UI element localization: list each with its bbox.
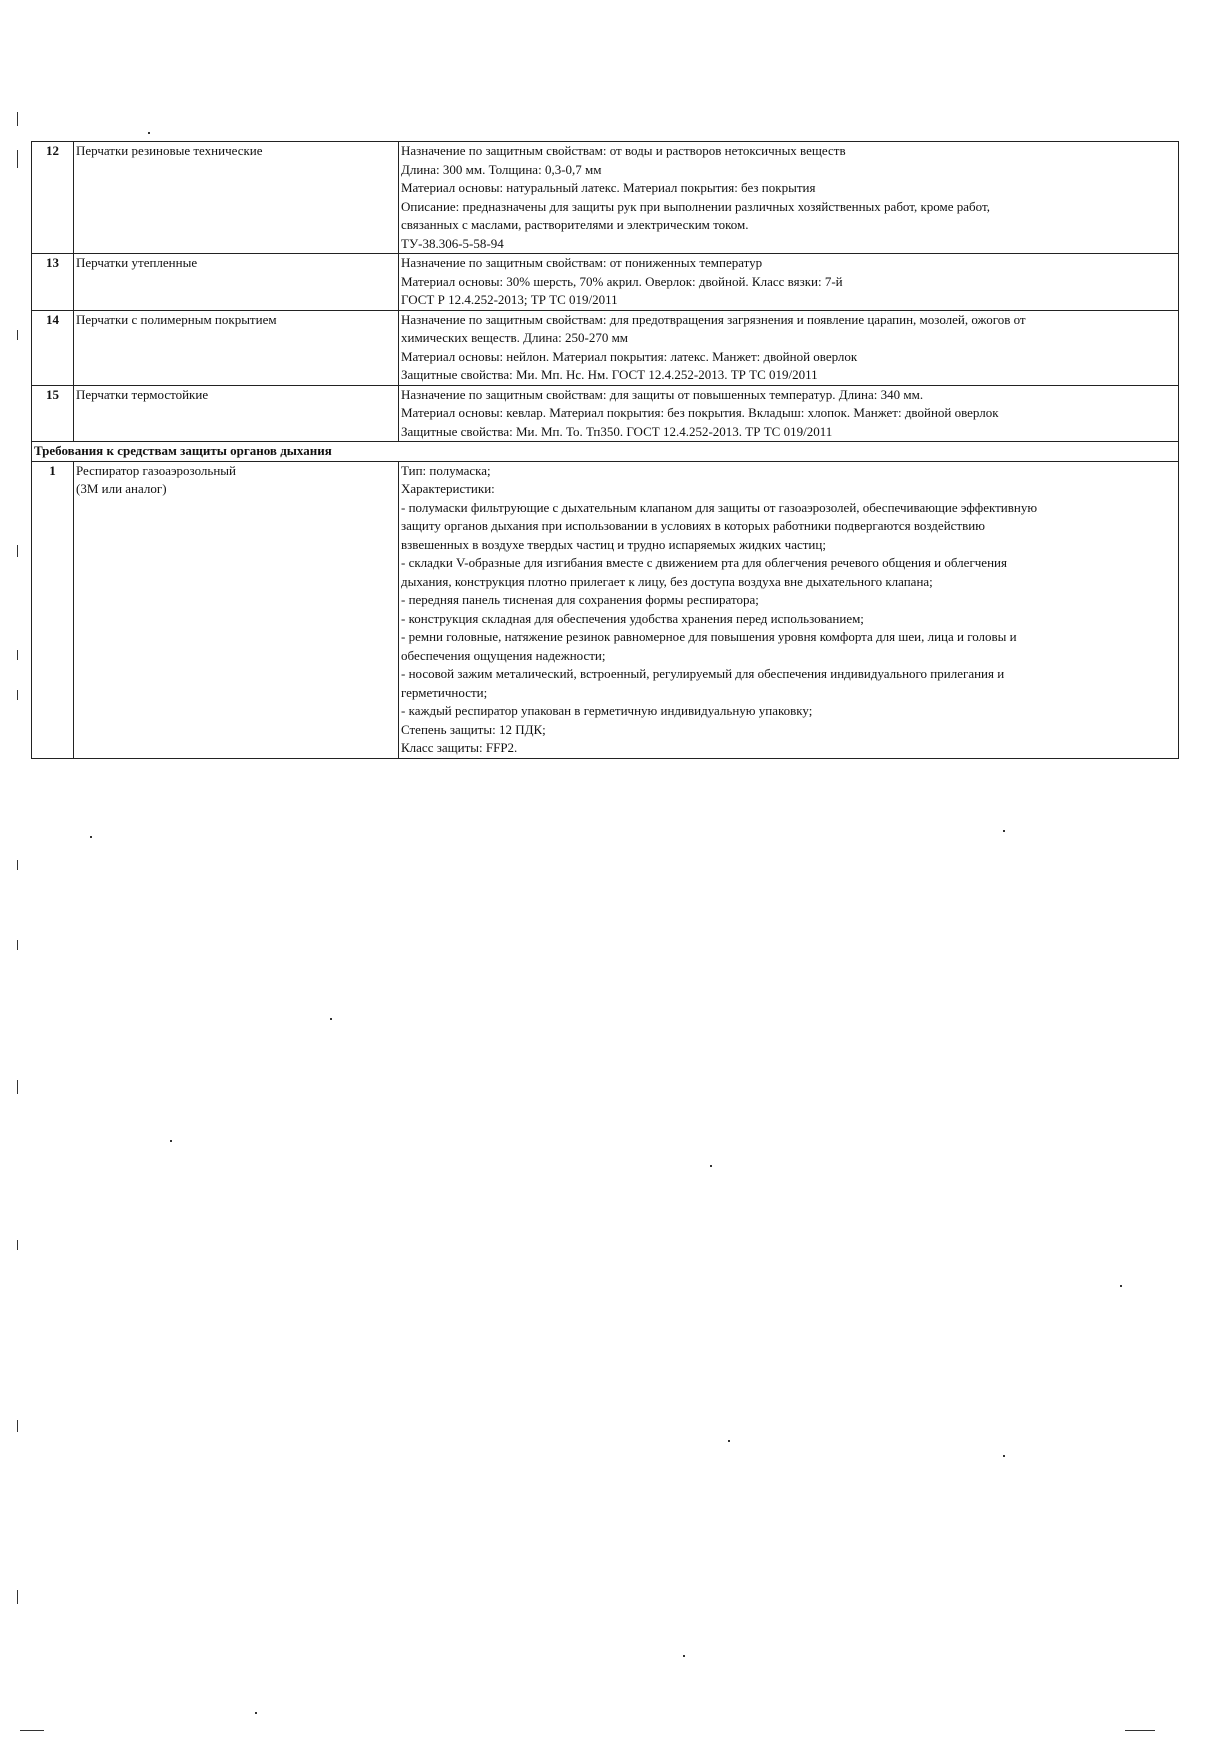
- scan-speck: [17, 940, 18, 950]
- row-number: 13: [32, 254, 74, 311]
- description-line: Назначение по защитным свойствам: для защиты от повышенных температур. Длина: 340 мм.: [401, 386, 924, 402]
- description-line: Тип: полумаска;: [401, 462, 491, 478]
- description-line: Характеристики:: [401, 481, 495, 496]
- row-number: 15: [32, 385, 74, 442]
- item-name: [74, 254, 399, 311]
- description-line: Описание: предназначены для защиты рук при выполнении различных хозяйственных работ, кроме работ,: [401, 198, 990, 214]
- description-line: Материал основы: натуральный латекс. Материал покрытия: без покрытия: [401, 180, 816, 195]
- table-row: [32, 142, 1179, 254]
- item-name: [74, 310, 399, 385]
- scan-speck: [683, 1655, 685, 1657]
- item-name-line: Перчатки утепленные: [76, 255, 198, 270]
- description-line: Назначение по защитным свойствам: от воды и растворов нетоксичных веществ: [401, 143, 846, 158]
- scan-speck: [17, 1420, 18, 1432]
- description-line: герметичности;: [401, 684, 488, 700]
- scan-speck: [17, 690, 18, 700]
- scan-speck: [90, 836, 92, 838]
- description-line: Защитные свойства: Ми. Мп. То. Тп350. ГОСТ 12.4.252-2013. ТР ТС 019/2011: [401, 423, 833, 439]
- description-line: - складки V-образные для изгибания вместе с движением рта для облегчения речевого общения и облегчения: [401, 555, 1007, 570]
- item-name: [74, 385, 399, 442]
- scan-speck: [710, 1165, 712, 1167]
- scan-speck: [728, 1440, 730, 1442]
- description-line: - передняя панель тисненая для сохранения формы респиратора;: [401, 592, 759, 607]
- description-line: - полумаски фильтрующие с дыхательным клапаном для защиты от газоаэрозолей, обеспечивающие эффективную: [401, 499, 1038, 515]
- scan-speck: [1003, 830, 1005, 832]
- scan-speck: [148, 132, 150, 134]
- item-name: [74, 142, 399, 254]
- item-name-line: Перчатки термостойкие: [76, 386, 209, 402]
- table-row: [32, 254, 1179, 311]
- item-description: [399, 254, 1179, 311]
- table-row: [32, 461, 1179, 758]
- item-description: [399, 310, 1179, 385]
- item-name-line: (3М или аналог): [76, 481, 167, 496]
- scan-speck: [17, 1080, 18, 1094]
- description-line: Материал основы: 30% шерсть, 70% акрил. Оверлок: двойной. Класс вязки: 7-й: [401, 273, 843, 289]
- scan-speck: [17, 112, 18, 126]
- description-line: обеспечения ощущения надежности;: [401, 647, 606, 663]
- row-number: 1: [32, 461, 74, 758]
- description-line: защиту органов дыхания при использовании в условиях в которых работники подвергаются воздействию: [401, 518, 985, 533]
- description-line: взвешенных в воздухе твердых частиц и трудно испаряемых жидких частиц;: [401, 536, 826, 552]
- table-row: [32, 310, 1179, 385]
- row-number: 12: [32, 142, 74, 254]
- scan-speck: [17, 1240, 18, 1250]
- scan-speck: [170, 1140, 172, 1142]
- scan-speck: [17, 860, 18, 870]
- description-line: - конструкция складная для обеспечения удобства хранения перед использованием;: [401, 610, 864, 626]
- description-line: - каждый респиратор упакован в герметичную индивидуальную упаковку;: [401, 703, 813, 718]
- section-title: Требования к средствам защиты органов дыхания: [32, 442, 1179, 462]
- description-line: ТУ-38.306-5-58-94: [401, 235, 504, 251]
- item-name-line: Перчатки резиновые технические: [76, 143, 263, 158]
- scan-speck: [17, 545, 18, 557]
- row-number: 14: [32, 310, 74, 385]
- description-line: Длина: 300 мм. Толщина: 0,3-0,7 мм: [401, 161, 602, 177]
- scan-speck: [330, 1018, 332, 1020]
- description-line: Защитные свойства: Ми. Мп. Нс. Нм. ГОСТ 12.4.252-2013. ТР ТС 019/2011: [401, 367, 818, 382]
- scan-speck: [1125, 1730, 1155, 1731]
- description-line: Класс защиты: FFP2.: [401, 740, 518, 755]
- scan-speck: [20, 1730, 44, 1731]
- item-name: [74, 461, 399, 758]
- description-line: Материал основы: кевлар. Материал покрытия: без покрытия. Вкладыш: хлопок. Манжет: двойной оверлок: [401, 405, 999, 420]
- description-line: дыхания, конструкция плотно прилегает к лицу, без доступа воздуха вне дыхательного клапана;: [401, 573, 933, 589]
- description-line: - носовой зажим металический, встроенный, регулируемый для обеспечения индивидуального прилегания и: [401, 666, 1005, 681]
- description-line: ГОСТ Р 12.4.252-2013; ТР ТС 019/2011: [401, 292, 618, 307]
- item-description: [399, 385, 1179, 442]
- description-line: связанных с маслами, растворителями и электрическим током.: [401, 217, 749, 232]
- ppe-requirements-table: [31, 141, 1179, 759]
- item-description: [399, 461, 1179, 758]
- description-line: Назначение по защитным свойствам: от пониженных температур: [401, 255, 763, 270]
- scan-speck: [1120, 1285, 1122, 1287]
- item-description: [399, 142, 1179, 254]
- item-name-line: Респиратор газоаэрозольный: [76, 462, 236, 478]
- section-header-row: [32, 442, 1179, 462]
- scan-speck: [17, 650, 18, 660]
- item-name-line: Перчатки с полимерным покрытием: [76, 311, 277, 327]
- scan-speck: [1003, 1455, 1005, 1457]
- description-line: - ремни головные, натяжение резинок равномерное для повышения уровня комфорта для шеи, лица и головы и: [401, 629, 1017, 644]
- description-line: химических веществ. Длина: 250-270 мм: [401, 330, 629, 345]
- scan-speck: [255, 1712, 257, 1714]
- scan-speck: [17, 150, 18, 168]
- description-line: Назначение по защитным свойствам: для предотвращения загрязнения и появление царапин, мозолей, ожогов от: [401, 311, 1026, 327]
- description-line: Материал основы: нейлон. Материал покрытия: латекс. Манжет: двойной оверлок: [401, 348, 858, 364]
- scan-speck: [17, 330, 18, 340]
- scan-speck: [17, 1590, 18, 1604]
- description-line: Степень защиты: 12 ПДК;: [401, 721, 546, 737]
- table-row: [32, 385, 1179, 442]
